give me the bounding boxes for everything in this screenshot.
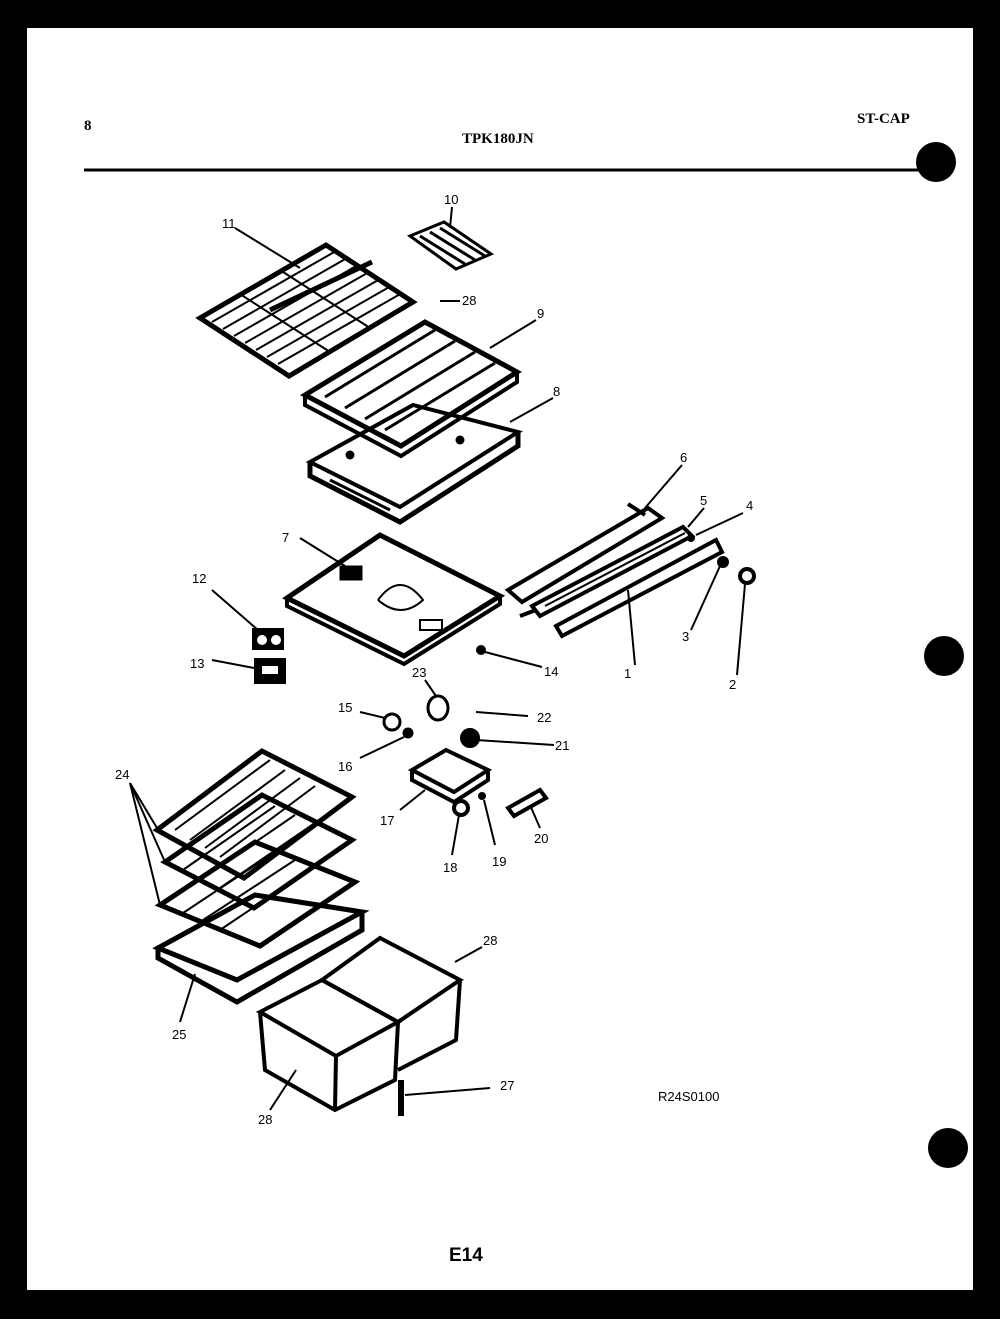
callout-14: 14 bbox=[544, 664, 559, 679]
callout-25: 25 bbox=[172, 1027, 187, 1042]
callout-20: 20 bbox=[534, 831, 549, 846]
part-28-crisper-pans bbox=[260, 938, 460, 1110]
drawing-id: R24S0100 bbox=[658, 1089, 720, 1104]
part-4-screw bbox=[687, 534, 695, 542]
part-6-rail bbox=[508, 504, 662, 602]
page-number: 8 bbox=[84, 118, 92, 134]
callout-5: 5 bbox=[700, 493, 708, 508]
callout-12: 12 bbox=[192, 571, 207, 586]
callout-28-wire-shelf-fastener: 28 bbox=[462, 293, 477, 308]
callout-24: 24 bbox=[115, 767, 130, 782]
callout-4: 4 bbox=[746, 498, 754, 513]
part-3-washer bbox=[717, 556, 729, 568]
part-14-screw bbox=[476, 645, 486, 655]
callout-10: 10 bbox=[444, 192, 459, 207]
callout-13: 13 bbox=[190, 656, 205, 671]
section-code: ST-CAP bbox=[857, 111, 910, 127]
part-24-glass-shelves bbox=[157, 751, 355, 946]
callout-27: 27 bbox=[500, 1078, 515, 1093]
callout-1: 1 bbox=[624, 666, 632, 681]
binder-hole bbox=[924, 636, 964, 676]
part-9-shelf bbox=[305, 322, 517, 456]
callout-7: 7 bbox=[282, 530, 290, 545]
part-10-grille bbox=[410, 222, 491, 269]
callout-3: 3 bbox=[682, 629, 690, 644]
part-23-knob bbox=[428, 696, 448, 720]
callout-19: 19 bbox=[492, 854, 507, 869]
callout-9: 9 bbox=[537, 306, 545, 321]
callout-6: 6 bbox=[680, 450, 688, 465]
callout-16: 16 bbox=[338, 759, 353, 774]
part-11-wire-shelf bbox=[200, 245, 413, 376]
callout-17: 17 bbox=[380, 813, 395, 828]
callout-15: 15 bbox=[338, 700, 353, 715]
binder-hole bbox=[928, 1128, 968, 1168]
part-27-spacer bbox=[398, 1080, 404, 1116]
part-15-light-bulb bbox=[384, 714, 412, 737]
part-18-grommet bbox=[454, 801, 468, 815]
callout-23: 23 bbox=[412, 665, 427, 680]
callout-22: 22 bbox=[537, 710, 552, 725]
callout-28-crisper-right: 28 bbox=[483, 933, 498, 948]
part-20-bracket bbox=[508, 790, 546, 816]
callout-28-crisper-left: 28 bbox=[258, 1112, 273, 1127]
callout-8: 8 bbox=[553, 384, 561, 399]
part-12-clip bbox=[252, 628, 284, 650]
part-19-screw bbox=[478, 792, 486, 800]
callout-18: 18 bbox=[443, 860, 458, 875]
page-code: E14 bbox=[449, 1245, 483, 1266]
part-13-clip bbox=[254, 658, 286, 684]
callout-21: 21 bbox=[555, 738, 570, 753]
part-2-screw bbox=[740, 569, 754, 583]
part-5-heater-strip bbox=[520, 527, 692, 616]
model-number: TPK180JN bbox=[462, 131, 534, 147]
part-7-shelf-support bbox=[287, 535, 500, 664]
binder-hole bbox=[916, 142, 956, 182]
callout-11: 11 bbox=[222, 216, 236, 231]
callout-2: 2 bbox=[729, 677, 737, 692]
